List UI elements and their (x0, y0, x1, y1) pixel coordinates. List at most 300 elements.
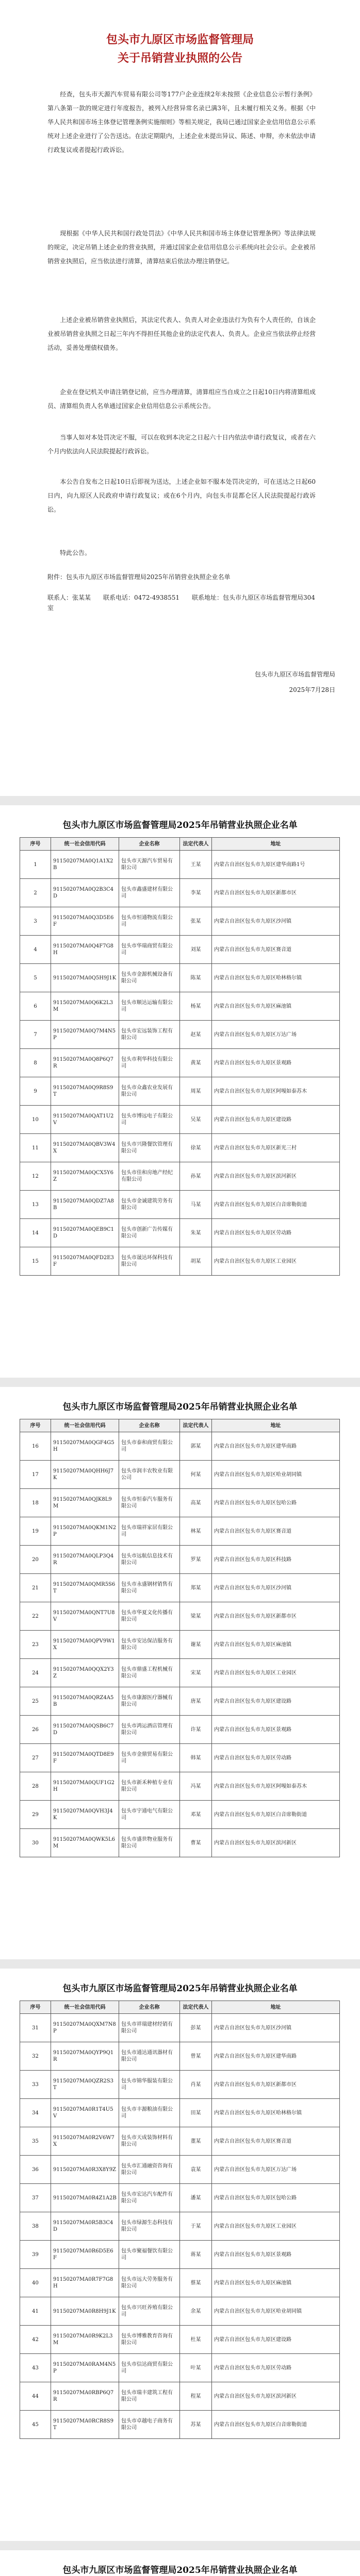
roster-body (20, 2014, 340, 2439)
cell-seq: 20 (20, 1546, 51, 1574)
cell-credit-code: 91150207MA0R5B3C4D (51, 2212, 119, 2241)
contact-line: 联系人：张某某 联系电话：0472-4938551 联系地址：包头市九原区市场监督管理局304室 (47, 594, 315, 612)
cell-credit-code: 91150207MA0QEB9C1D (51, 1219, 119, 1247)
cell-address: 内蒙古自治区包头市九原区劳动路 (212, 1744, 340, 1772)
cell-company-name: 包头市永盛钢材销售有限公司 (119, 1574, 180, 1602)
cell-credit-code: 91150207MA0R1T4U5V (51, 2099, 119, 2127)
cell-legal-rep: 周某 (180, 1077, 212, 1106)
cell-company-name: 包头市汇通融资咨询有限公司 (119, 2156, 180, 2184)
cell-credit-code: 91150207MA0Q1A1X2B (51, 851, 119, 879)
cell-company-name: 包头市博远电子有限公司 (119, 1106, 180, 1134)
cell-address: 内蒙古自治区包头市九原区劳动路 (212, 2354, 340, 2382)
cell-seq: 6 (20, 992, 51, 1021)
cell-company-name: 包头市鑫盛建材有限公司 (119, 879, 180, 907)
cell-company-name: 包头市新禾种植专业有限公司 (119, 1772, 180, 1801)
cell-legal-rep: 曹某 (180, 1829, 212, 1857)
cell-company-name: 包头市宏远装饰工程有限公司 (119, 1021, 180, 1049)
cell-address: 内蒙古自治区包头市九原区滨河新区 (212, 1162, 340, 1191)
cell-seq: 17 (20, 1461, 51, 1489)
header-name: 企业名称 (119, 2001, 180, 2014)
table-row (20, 2127, 340, 2156)
cell-legal-rep: 梁某 (180, 1602, 212, 1631)
table-row (20, 2269, 340, 2297)
cell-address: 内蒙古自治区包头市九原区滨河新区 (212, 2382, 340, 2411)
cell-seq: 28 (20, 1772, 51, 1801)
cell-address: 内蒙古自治区包头市九原区建华南路1号 (212, 851, 340, 879)
cell-legal-rep: 叶某 (180, 2354, 212, 2382)
notice-paragraph: 当事人如对本处罚决定不服，可以在收到本决定之日起六十日内依法申请行政复议，或者在六个月内依法向人民法院提起行政诉讼。 (47, 434, 316, 455)
cell-legal-rep: 陈某 (180, 964, 212, 992)
cell-credit-code: 91150207MA0R4Z1A2B (51, 2184, 119, 2212)
cell-credit-code: 91150207MA0RCR8S9T (51, 2411, 119, 2439)
cell-credit-code: 91150207MA0Q2B3C4D (51, 879, 119, 907)
cell-company-name: 包头市天源汽车贸易有限公司 (119, 851, 180, 879)
cell-credit-code: 91150207MA0QLP3Q4R (51, 1546, 119, 1574)
cell-seq: 29 (20, 1801, 51, 1829)
table-row (20, 2071, 340, 2099)
cell-seq: 32 (20, 2042, 51, 2071)
cell-legal-rep: 袁某 (180, 2156, 212, 2184)
table-row (20, 2156, 340, 2184)
table-header-row (20, 838, 340, 851)
cell-credit-code: 91150207MA0Q7M4N5P (51, 1021, 119, 1049)
cell-legal-rep: 冯某 (180, 1772, 212, 1801)
cell-company-name: 包头市利华科技有限公司 (119, 1049, 180, 1077)
table-row (20, 2326, 340, 2354)
table-row (20, 851, 340, 879)
cell-company-name: 包头市安达保洁服务有限公司 (119, 1631, 180, 1659)
cell-seq: 30 (20, 1829, 51, 1857)
cell-address: 内蒙古自治区包头市九原区劳动路 (212, 1219, 340, 1247)
cell-address: 内蒙古自治区包头市九原区麻池镇 (212, 1631, 340, 1659)
page-separator (0, 1959, 360, 1969)
cell-seq: 10 (20, 1106, 51, 1134)
cell-company-name: 包头市华夏文化传播有限公司 (119, 1602, 180, 1631)
attachment-line: 附件：包头市九原区市场监督管理局2025年吊销营业执照企业名单 (47, 573, 231, 581)
cell-credit-code: 91150207MA0QSB6C7D (51, 1716, 119, 1744)
cell-address: 内蒙古自治区包头市九原区白音席勒街道 (212, 1801, 340, 1829)
cell-legal-rep: 郑某 (180, 1574, 212, 1602)
cell-legal-rep: 潘某 (180, 2184, 212, 2212)
table-row (20, 1191, 340, 1219)
cell-address: 内蒙古自治区包头市九原区建华南路 (212, 2042, 340, 2071)
notice-paragraph: 企业在登记机关申请注销登记前，应当办理清算，清算组应当自成立之日起10日内将清算组成员、清算组负责人名单通过国家企业信用信息公示系统公告。 (47, 388, 316, 410)
cell-address: 内蒙古自治区包头市九原区建设路 (212, 1106, 340, 1134)
cell-legal-rep: 邓某 (180, 1801, 212, 1829)
header-address: 地址 (212, 838, 340, 851)
table-header-row (20, 2001, 340, 2014)
header-rep: 法定代表人 (180, 1419, 212, 1432)
table-row (20, 1716, 340, 1744)
header-seq: 序号 (20, 838, 51, 851)
cell-legal-rep: 韩某 (180, 1744, 212, 1772)
cell-credit-code: 91150207MA0QCX5Y6Z (51, 1162, 119, 1191)
cell-seq: 5 (20, 964, 51, 992)
header-address: 地址 (212, 2001, 340, 2014)
cell-address: 内蒙古自治区包头市九原区哈林格尔镇 (212, 2099, 340, 2127)
cell-legal-rep: 肖某 (180, 2071, 212, 2099)
table-row (20, 1461, 340, 1489)
cell-seq: 19 (20, 1517, 51, 1546)
cell-credit-code: 91150207MA0QWK5L6M (51, 1829, 119, 1857)
header-code: 统一社会信用代码 (51, 838, 119, 851)
notice-title-line1: 包头市九原区市场监督管理局 (106, 33, 254, 46)
cell-legal-rep: 朱某 (180, 1219, 212, 1247)
cell-address: 内蒙古自治区包头市九原区赛音道 (212, 2127, 340, 2156)
cell-seq: 41 (20, 2297, 51, 2326)
table-header-row (20, 1419, 340, 1432)
cell-seq: 24 (20, 1659, 51, 1687)
table-row (20, 2042, 340, 2071)
notice-paragraph: 本公告自发布之日起10日后即视为送达，上述企业如不服本处罚决定的，可在送达之日起60日内，向九原区人民政府申请行政复议；或在6个月内，向包头市昆都仑区人民法院提起行政诉讼。 (47, 478, 316, 513)
sheet-title: 包头市九原区市场监督管理局2025年吊销营业执照企业名单 (62, 2565, 298, 2575)
cell-address: 内蒙古自治区包头市九原区新都市区 (212, 2071, 340, 2099)
header-code: 统一社会信用代码 (51, 2001, 119, 2014)
cell-legal-rep: 马某 (180, 1191, 212, 1219)
cell-credit-code: 91150207MA0QAT1U2V (51, 1106, 119, 1134)
cell-company-name: 包头市佳和房地产经纪有限公司 (119, 1162, 180, 1191)
cell-legal-rep: 于某 (180, 2212, 212, 2241)
cell-credit-code: 91150207MA0Q5H9J1K (51, 964, 119, 992)
cell-address: 内蒙古自治区包头市九原区滨河新区 (212, 1829, 340, 1857)
cell-company-name: 包头市盛世物业服务有限公司 (119, 1829, 180, 1857)
header-name: 企业名称 (119, 838, 180, 851)
cell-company-name: 包头市瑞祥家居有限公司 (119, 1517, 180, 1546)
cell-seq: 42 (20, 2326, 51, 2354)
cell-legal-rep: 赵某 (180, 1021, 212, 1049)
cell-legal-rep: 余某 (180, 2297, 212, 2326)
header-seq: 序号 (20, 2001, 51, 2014)
cell-legal-rep: 刘某 (180, 936, 212, 964)
table-row (20, 1801, 340, 1829)
cell-seq: 33 (20, 2071, 51, 2099)
cell-company-name: 包头市华瑞商贸有限公司 (119, 936, 180, 964)
table-row (20, 1106, 340, 1134)
cell-legal-rep: 何某 (180, 1461, 212, 1489)
cell-company-name: 包头市恒泰汽车服务有限公司 (119, 1489, 180, 1517)
cell-credit-code: 91150207MA0Q3D5E6F (51, 907, 119, 936)
table-row (20, 1829, 340, 1857)
cell-company-name: 包头市兴隆餐饮管理有限公司 (119, 1134, 180, 1162)
table-row (20, 1602, 340, 1631)
table-row (20, 2099, 340, 2127)
cell-address: 内蒙古自治区包头市九原区白音席勒街道 (212, 2411, 340, 2439)
cell-legal-rep: 蔡某 (180, 2269, 212, 2297)
header-seq: 序号 (20, 1419, 51, 1432)
cell-seq: 43 (20, 2354, 51, 2382)
cell-credit-code: 91150207MA0QHH6J7K (51, 1461, 119, 1489)
cell-seq: 45 (20, 2411, 51, 2439)
notice-paragraph: 现根据《中华人民共和国行政处罚法》《中华人民共和国市场主体登记管理条例》等法律法规的规定，决定吊销上述企业的营业执照，并通过国家企业信用信息公示系统向社会公示。企业被吊销营业执照后，应当依法进行清算，清算结束后依法办理注销登记。 (47, 230, 316, 265)
cell-legal-rep: 程某 (180, 2382, 212, 2411)
cell-legal-rep: 张某 (180, 907, 212, 936)
cell-credit-code: 91150207MA0RBP6Q7R (51, 2382, 119, 2411)
cell-credit-code: 91150207MA0QMR5S6T (51, 1574, 119, 1602)
table-row (20, 1631, 340, 1659)
cell-address: 内蒙古自治区包头市九原区建华南路 (212, 1432, 340, 1461)
cell-address: 内蒙古自治区包头市九原区包哈公路 (212, 1489, 340, 1517)
cell-legal-rep: 徐某 (180, 1134, 212, 1162)
cell-company-name: 包头市宏达汽车配件有限公司 (119, 2184, 180, 2212)
cell-address: 内蒙古自治区包头市九原区工业园区 (212, 1659, 340, 1687)
cell-credit-code: 91150207MA0Q6K2L3M (51, 992, 119, 1021)
table-row (20, 1162, 340, 1191)
cell-address: 内蒙古自治区包头市九原区新都市区 (212, 879, 340, 907)
cell-address: 内蒙古自治区包头市九原区阿嘎如泰苏木 (212, 1077, 340, 1106)
cell-seq: 22 (20, 1602, 51, 1631)
cell-seq: 34 (20, 2099, 51, 2127)
cell-credit-code: 91150207MA0QGF4G5H (51, 1432, 119, 1461)
cell-legal-rep: 黄某 (180, 1049, 212, 1077)
cell-address: 内蒙古自治区包头市九原区建设路 (212, 1687, 340, 1716)
cell-credit-code: 91150207MA0QUF1G2H (51, 1772, 119, 1801)
table-row (20, 2297, 340, 2326)
table-row (20, 992, 340, 1021)
cell-company-name: 包头市聚福餐饮有限公司 (119, 2241, 180, 2269)
cell-address: 内蒙古自治区包头市九原区景观路 (212, 1716, 340, 1744)
cell-company-name: 包头市众鑫农业发展有限公司 (119, 1077, 180, 1106)
table-row (20, 1021, 340, 1049)
cell-address: 内蒙古自治区包头市九原区哈业胡同镇 (212, 1461, 340, 1489)
header-rep: 法定代表人 (180, 2001, 212, 2014)
cell-legal-rep: 杨某 (180, 992, 212, 1021)
cell-credit-code: 91150207MA0QTD8E9F (51, 1744, 119, 1772)
cell-legal-rep: 李某 (180, 879, 212, 907)
roster-sheet (0, 805, 360, 1378)
cell-company-name: 包头市康源医疗器械有限公司 (119, 1687, 180, 1716)
cell-address: 内蒙古自治区包头市九原区新都市区 (212, 1602, 340, 1631)
cell-credit-code: 91150207MA0QZR2S3T (51, 2071, 119, 2099)
cell-legal-rep: 曾某 (180, 2042, 212, 2071)
roster-sheet (0, 2550, 360, 2576)
sheet-title: 包头市九原区市场监督管理局2025年吊销营业执照企业名单 (62, 820, 298, 831)
cell-legal-rep: 林某 (180, 1517, 212, 1546)
roster-table (20, 2001, 340, 2439)
cell-company-name: 包头市金诚建筑劳务有限公司 (119, 1191, 180, 1219)
cell-credit-code: 91150207MA0R2V6W7X (51, 2127, 119, 2156)
cell-seq: 12 (20, 1162, 51, 1191)
issue-date: 2025年7月28日 (289, 686, 335, 693)
notice-paragraph: 上述企业被吊销营业执照后，其法定代表人、负责人对企业违法行为负有个人责任的，自该企业被吊销营业执照之日起三年内不得担任其他企业的法定代表人、负责人。企业应当依法停止经营活动，妥善处理债权债务。 (47, 316, 316, 351)
cell-credit-code: 91150207MA0QFD2E3F (51, 1247, 119, 1276)
roster-sheet (0, 1969, 360, 2541)
cell-seq: 44 (20, 2382, 51, 2411)
cell-legal-rep: 许某 (180, 1716, 212, 1744)
cell-company-name: 包头市瑞丰建筑工程有限公司 (119, 2382, 180, 2411)
cell-credit-code: 91150207MA0Q4F7G8H (51, 936, 119, 964)
cell-address: 内蒙古自治区包头市九原区阿嘎如泰苏木 (212, 1772, 340, 1801)
cell-company-name: 包头市金鼎贸易有限公司 (119, 1744, 180, 1772)
cell-seq: 9 (20, 1077, 51, 1106)
cell-legal-rep: 郭某 (180, 1432, 212, 1461)
cell-credit-code: 91150207MA0QRZ4A5B (51, 1687, 119, 1716)
cell-credit-code: 91150207MA0RAM4N5P (51, 2354, 119, 2382)
table-row (20, 2241, 340, 2269)
header-address: 地址 (212, 1419, 340, 1432)
cell-credit-code: 91150207MA0QJK8L9M (51, 1489, 119, 1517)
cell-legal-rep: 杜某 (180, 2326, 212, 2354)
cell-credit-code: 91150207MA0QXM7N8P (51, 2014, 119, 2042)
table-row (20, 879, 340, 907)
cell-legal-rep: 田某 (180, 2099, 212, 2127)
cell-address: 内蒙古自治区包头市九原区包哈公路 (212, 2184, 340, 2212)
cell-company-name: 包头市鼎盛工程机械有限公司 (119, 1659, 180, 1687)
table-row (20, 1659, 340, 1687)
notice-page (0, 0, 360, 796)
cell-address: 内蒙古自治区包头市九原区沙河镇 (212, 1574, 340, 1602)
cell-legal-rep: 唐某 (180, 1687, 212, 1716)
table-row (20, 1517, 340, 1546)
cell-address: 内蒙古自治区包头市九原区赛音道 (212, 1517, 340, 1546)
roster-table (20, 1419, 340, 1857)
cell-legal-rep: 王某 (180, 851, 212, 879)
cell-address: 内蒙古自治区包头市九原区哈林格尔镇 (212, 964, 340, 992)
cell-seq: 38 (20, 2212, 51, 2241)
sheet-title: 包头市九原区市场监督管理局2025年吊销营业执照企业名单 (62, 1984, 298, 1994)
cell-company-name: 包头市通达通讯器材有限公司 (119, 2042, 180, 2071)
roster-table (20, 837, 340, 1276)
cell-credit-code: 91150207MA0R9K2L3M (51, 2326, 119, 2354)
page-separator (0, 2541, 360, 2550)
cell-address: 内蒙古自治区包头市九原区麻池镇 (212, 2269, 340, 2297)
cell-legal-rep: 董某 (180, 2127, 212, 2156)
cell-address: 内蒙古自治区包头市九原区白音席勒街道 (212, 1191, 340, 1219)
cell-credit-code: 91150207MA0R6D5E6F (51, 2241, 119, 2269)
cell-credit-code: 91150207MA0Q9R8S9T (51, 1077, 119, 1106)
cell-address: 内蒙古自治区包头市九原区赛音道 (212, 936, 340, 964)
cell-company-name: 包头市远航信息技术有限公司 (119, 1546, 180, 1574)
cell-legal-rep: 谢某 (180, 1631, 212, 1659)
cell-credit-code: 91150207MA0R3X8Y9Z (51, 2156, 119, 2184)
cell-credit-code: 91150207MA0QDZ7A8B (51, 1191, 119, 1219)
roster-body (20, 851, 340, 1276)
cell-company-name: 包头市创新广告传媒有限公司 (119, 1219, 180, 1247)
cell-company-name: 包头市信达商贸有限公司 (119, 2354, 180, 2382)
cell-company-name: 包头市天成装饰材料有限公司 (119, 2127, 180, 2156)
cell-seq: 21 (20, 1574, 51, 1602)
table-row (20, 1546, 340, 1574)
table-row (20, 1219, 340, 1247)
header-rep: 法定代表人 (180, 838, 212, 851)
table-row (20, 1077, 340, 1106)
cell-company-name: 包头市远大劳务服务有限公司 (119, 2269, 180, 2297)
cell-legal-rep: 彭某 (180, 2014, 212, 2042)
cell-credit-code: 91150207MA0QKM1N2P (51, 1517, 119, 1546)
table-row (20, 1134, 340, 1162)
cell-company-name: 包头市泰和商贸有限公司 (119, 1432, 180, 1461)
cell-company-name: 包头市绿源生态科技有限公司 (119, 2212, 180, 2241)
table-row (20, 936, 340, 964)
cell-company-name: 包头市鸿运酒店管理有限公司 (119, 1716, 180, 1744)
cell-legal-rep: 胡某 (180, 1247, 212, 1276)
cell-seq: 25 (20, 1687, 51, 1716)
cell-credit-code: 91150207MA0QQX2Y3Z (51, 1659, 119, 1687)
cell-seq: 23 (20, 1631, 51, 1659)
cell-company-name: 包头市晟达环保科技有限公司 (119, 1247, 180, 1276)
cell-company-name: 包头市金源机械设备有限公司 (119, 964, 180, 992)
cell-seq: 26 (20, 1716, 51, 1744)
table-row (20, 1744, 340, 1772)
cell-legal-rep: 苏某 (180, 2411, 212, 2439)
cell-seq: 4 (20, 936, 51, 964)
cell-seq: 13 (20, 1191, 51, 1219)
cell-company-name: 包头市锦华服装有限公司 (119, 2071, 180, 2099)
cell-seq: 7 (20, 1021, 51, 1049)
cell-credit-code: 91150207MA0Q8P6Q7R (51, 1049, 119, 1077)
cell-address: 内蒙古自治区包头市九原区科技路 (212, 1546, 340, 1574)
cell-address: 内蒙古自治区包头市九原区万达广场 (212, 1021, 340, 1049)
notice-paragraph: 经查，包头市天源汽车贸易有限公司等177户企业连续2年未按照《企业信息公示暂行条例》第八条第一款的规定进行年度报告，被列入经营异常名录已满3年，且未履行相关义务。根据《中华人民共和国市场主体登记管理条例实施细则》等相关规定，我局已通过国家企业信用信息公示系统对上述企业进行了公告送达。在法定期限内，上述企业未提出异议、陈述、申辩，亦未依法申请行政复议或者提起行政诉讼。 (47, 91, 316, 154)
cell-credit-code: 91150207MA0R7F7G8H (51, 2269, 119, 2297)
page-separator (0, 796, 360, 805)
header-name: 企业名称 (119, 1419, 180, 1432)
table-row (20, 1574, 340, 1602)
cell-company-name: 包头市兴旺养殖有限公司 (119, 2297, 180, 2326)
cell-seq: 3 (20, 907, 51, 936)
cell-company-name: 包头市丰源粮油有限公司 (119, 2099, 180, 2127)
notice-paragraph: 特此公告。 (60, 549, 91, 556)
signature: 包头市九原区市场监督管理局 (254, 671, 335, 678)
cell-company-name: 包头市宇通电气有限公司 (119, 1801, 180, 1829)
cell-company-name: 包头市润丰农牧业有限公司 (119, 1461, 180, 1489)
cell-company-name: 包头市恒通物流有限公司 (119, 907, 180, 936)
cell-legal-rep: 吴某 (180, 1106, 212, 1134)
cell-credit-code: 91150207MA0QYP9Q1R (51, 2042, 119, 2071)
cell-credit-code: 91150207MA0QNT7U8V (51, 1602, 119, 1631)
table-row (20, 964, 340, 992)
cell-seq: 40 (20, 2269, 51, 2297)
table-row (20, 2411, 340, 2439)
cell-seq: 37 (20, 2184, 51, 2212)
cell-address: 内蒙古自治区包头市九原区景观路 (212, 2241, 340, 2269)
page-separator (0, 1378, 360, 1387)
cell-legal-rep: 高某 (180, 1489, 212, 1517)
cell-seq: 27 (20, 1744, 51, 1772)
cell-address: 内蒙古自治区包头市九原区新光三村 (212, 1134, 340, 1162)
cell-address: 内蒙古自治区包头市九原区建设路 (212, 2326, 340, 2354)
cell-seq: 15 (20, 1247, 51, 1276)
table-row (20, 1772, 340, 1801)
table-row (20, 907, 340, 936)
cell-legal-rep: 宋某 (180, 1659, 212, 1687)
header-code: 统一社会信用代码 (51, 1419, 119, 1432)
notice-title-line2: 关于吊销营业执照的公告 (117, 52, 242, 65)
cell-credit-code: 91150207MA0QPV9W1X (51, 1631, 119, 1659)
sheet-title: 包头市九原区市场监督管理局2025年吊销营业执照企业名单 (62, 1402, 298, 1412)
cell-seq: 11 (20, 1134, 51, 1162)
roster-body (20, 1432, 340, 1857)
cell-address: 内蒙古自治区包头市九原区工业园区 (212, 2212, 340, 2241)
cell-credit-code: 91150207MA0QBV3W4X (51, 1134, 119, 1162)
cell-seq: 35 (20, 2127, 51, 2156)
cell-credit-code: 91150207MA0R8H9J1K (51, 2297, 119, 2326)
cell-seq: 14 (20, 1219, 51, 1247)
cell-seq: 31 (20, 2014, 51, 2042)
cell-seq: 16 (20, 1432, 51, 1461)
table-row (20, 2014, 340, 2042)
cell-address: 内蒙古自治区包头市九原区哈业胡同镇 (212, 2297, 340, 2326)
cell-credit-code: 91150207MA0QVH3J4K (51, 1801, 119, 1829)
table-row (20, 2184, 340, 2212)
cell-company-name: 包头市顺达运输有限公司 (119, 992, 180, 1021)
cell-legal-rep: 罗某 (180, 1546, 212, 1574)
table-row (20, 1687, 340, 1716)
cell-legal-rep: 蒋某 (180, 2241, 212, 2269)
cell-address: 内蒙古自治区包头市九原区景观路 (212, 1049, 340, 1077)
cell-address: 内蒙古自治区包头市九原区工业园区 (212, 1247, 340, 1276)
cell-seq: 8 (20, 1049, 51, 1077)
cell-seq: 18 (20, 1489, 51, 1517)
